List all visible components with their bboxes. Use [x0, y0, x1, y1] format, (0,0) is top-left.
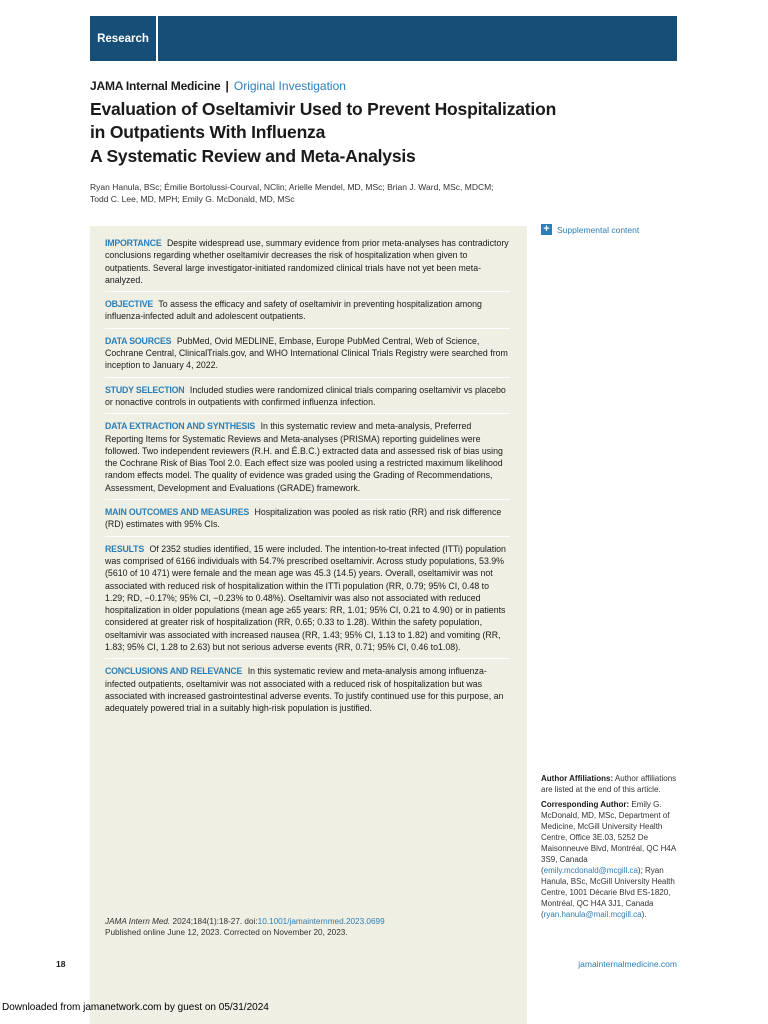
doi-link[interactable]: 10.1001/jamainternmed.2023.0699: [257, 917, 385, 926]
section-text: To assess the efficacy and safety of oseltamivir in preventing hospitalization among influenza-infected adult and adolescent outpatients.: [105, 299, 482, 322]
page-number: 18: [56, 959, 66, 969]
section-text: In this systematic review and meta-analysis among influenza-infected outpatients, oseltamivir was not associated with a reduced risk of hospitalization but was associated with increased gastrointestinal adverse events. To justify continued use for this purpose, an adequately powered trial in a suitably high-risk population is justified.: [105, 666, 504, 714]
section-heading: OBJECTIVE: [105, 299, 154, 310]
section-text: In this systematic review and meta-analysis, Preferred Reporting Items for Systematic Reviews and Meta-analyses (PRISMA) reporting guidelines were followed. Two independent reviewers (R.H. and É.B.C.) extracted data and assessed risk of bias using the Cochrane Risk of Bias Tool 2.0. Each effect size was pooled using a restricted maximum likelihood random effects model. The quality of evidence was graded using the Grading of Recommendations, Assessment, Development and Evaluations (GRADE) framework.: [105, 421, 503, 493]
section-text: PubMed, Ovid MEDLINE, Embase, Europe PubMed Central, Web of Science, Cochrane Central, ClinicalTrials.gov, and WHO International Clinical Trials Registry were searched from inception to January 4, 2022.: [105, 335, 508, 371]
affiliations-label: Author Affiliations:: [541, 774, 614, 783]
section-heading: MAIN OUTCOMES AND MEASURES: [105, 507, 250, 518]
corresponding-author-label: Corresponding Author:: [541, 800, 630, 809]
section-heading: DATA EXTRACTION AND SYNTHESIS: [105, 421, 256, 432]
volume-pages: 2024;184(1):18-27. doi:: [172, 917, 258, 926]
corresponding-text: ); Ryan Hanula, BSc, McGill University Health Centre, 1001 Décarie Blvd ES-1820, Montréal, QC H4A 3J1, Canada (: [541, 866, 675, 919]
article-title: Evaluation of Oseltamivir Used to Prevent Hospitalization in Outpatients With Influenza: [90, 99, 557, 142]
publication-note: Published online June 12, 2023. Corrected on November 20, 2023.: [105, 928, 348, 937]
abstract-data-extraction: [105, 420, 510, 500]
journal-separator: |: [225, 79, 229, 93]
journal-site-link[interactable]: jamainternalmedicine.com: [578, 959, 677, 969]
download-note: Downloaded from jamanetwork.com by guest on 05/31/2024: [2, 1002, 269, 1013]
section-text: Despite widespread use, summary evidence from prior meta-analyses has contradictory conclusions regarding whether oseltamivir decreases the risk of hospitalization when given to outpatients. Several large investigator-initiated randomized clinical trials have not yet been meta-analyzed.: [105, 238, 509, 285]
article-type-link[interactable]: Original Investigation: [233, 79, 346, 93]
abstract-main-outcomes: [105, 506, 510, 537]
journal-name: JAMA Internal Medicine: [90, 79, 221, 93]
abstract-objective: [105, 298, 510, 329]
journal-abbrev: JAMA Intern Med.: [105, 917, 171, 926]
abstract-study-selection: [105, 384, 510, 415]
header-bar: [90, 16, 677, 61]
corresponding-text: ).: [641, 910, 647, 919]
abstract-conclusions: [105, 665, 510, 719]
author-affiliations: [541, 773, 681, 924]
abstract-importance: [105, 237, 510, 292]
abstract-data-sources: [105, 335, 510, 378]
supplemental-content-link[interactable]: [541, 224, 639, 235]
author-list: Ryan Hanula, BSc; Émilie Bortolussi-Courval, NClin; Arielle Mendel, MD, MSc; Brian J. Ward, MSc, MDCM; Todd C. Lee, MD, MPH; Emily G. McDonald, MD, MSc: [90, 182, 494, 204]
section-text: Included studies were randomized clinical trials comparing oseltamivir vs placebo or nonactive controls in outpatients with confirmed influenza infection.: [105, 384, 506, 407]
section-heading: RESULTS: [105, 543, 145, 554]
abstract: [105, 237, 510, 726]
section-heading: STUDY SELECTION: [105, 384, 185, 395]
supplemental-label: Supplemental content: [557, 224, 640, 235]
citation: [105, 916, 505, 938]
affiliations-text: Author affiliations are listed at the end of this article.: [541, 774, 677, 794]
section-heading: IMPORTANCE: [105, 238, 162, 248]
section-heading: CONCLUSIONS AND RELEVANCE: [105, 666, 243, 677]
email-link[interactable]: emily.mcdonald@mcgill.ca: [543, 866, 638, 875]
journal-line: [90, 79, 346, 93]
corresponding-text: Emily G. McDonald, MD, MSc, Department of Medicine, McGill University Health Centre, Office 3E.03, 5252 De Maisonneuve Blvd, Montréal, QC H4A 3S9, Canada (: [541, 800, 676, 875]
abstract-results: [105, 543, 510, 660]
section-tab[interactable]: Research: [90, 16, 158, 61]
plus-icon: +: [541, 224, 552, 235]
section-heading: DATA SOURCES: [105, 335, 172, 346]
article-subtitle: A Systematic Review and Meta-Analysis: [90, 146, 416, 166]
section-text: Hospitalization was pooled as risk ratio (RR) and risk difference (RD) estimates with 95% CIs.: [105, 507, 502, 530]
email-link[interactable]: ryan.hanula@mail.mcgill.ca: [543, 910, 642, 919]
section-text: Of 2352 studies identified, 15 were included. The intention-to-treat infected (ITTi) population was comprised of 6166 individuals with 54.7% prescribed oseltamivir. Across study populations, 53.9% (5610 of 10 471) were female and the mean age was 45.3 (14.5) years. Overall, oseltamivir was not associated with reduced risk of hospitalization within the ITTi population (RR, 0.79; 95% CI, 0.48 to 1.29; RD, −0.17%; 95% CI, −0.23% to 0.48%). Oseltamivir was also not associated with reduced hospitalization in older populations (mean age ≥65 years: RR, 1.01; 95% CI, 0.21 to 4.90) or in patients considered at greater risk of hospitalization (RR, 0.65; 0.33 to 1.28). Within the safety population, oseltamivir was associated with increased nausea (RR, 1.43; 95% CI, 1.13 to 1.82) and vomiting (RR, 1.83; 95% CI, 1.28 to 2.63) but not serious adverse events (RR, 0.71; 95% CI, 0.46 to1.08).: [105, 543, 506, 653]
